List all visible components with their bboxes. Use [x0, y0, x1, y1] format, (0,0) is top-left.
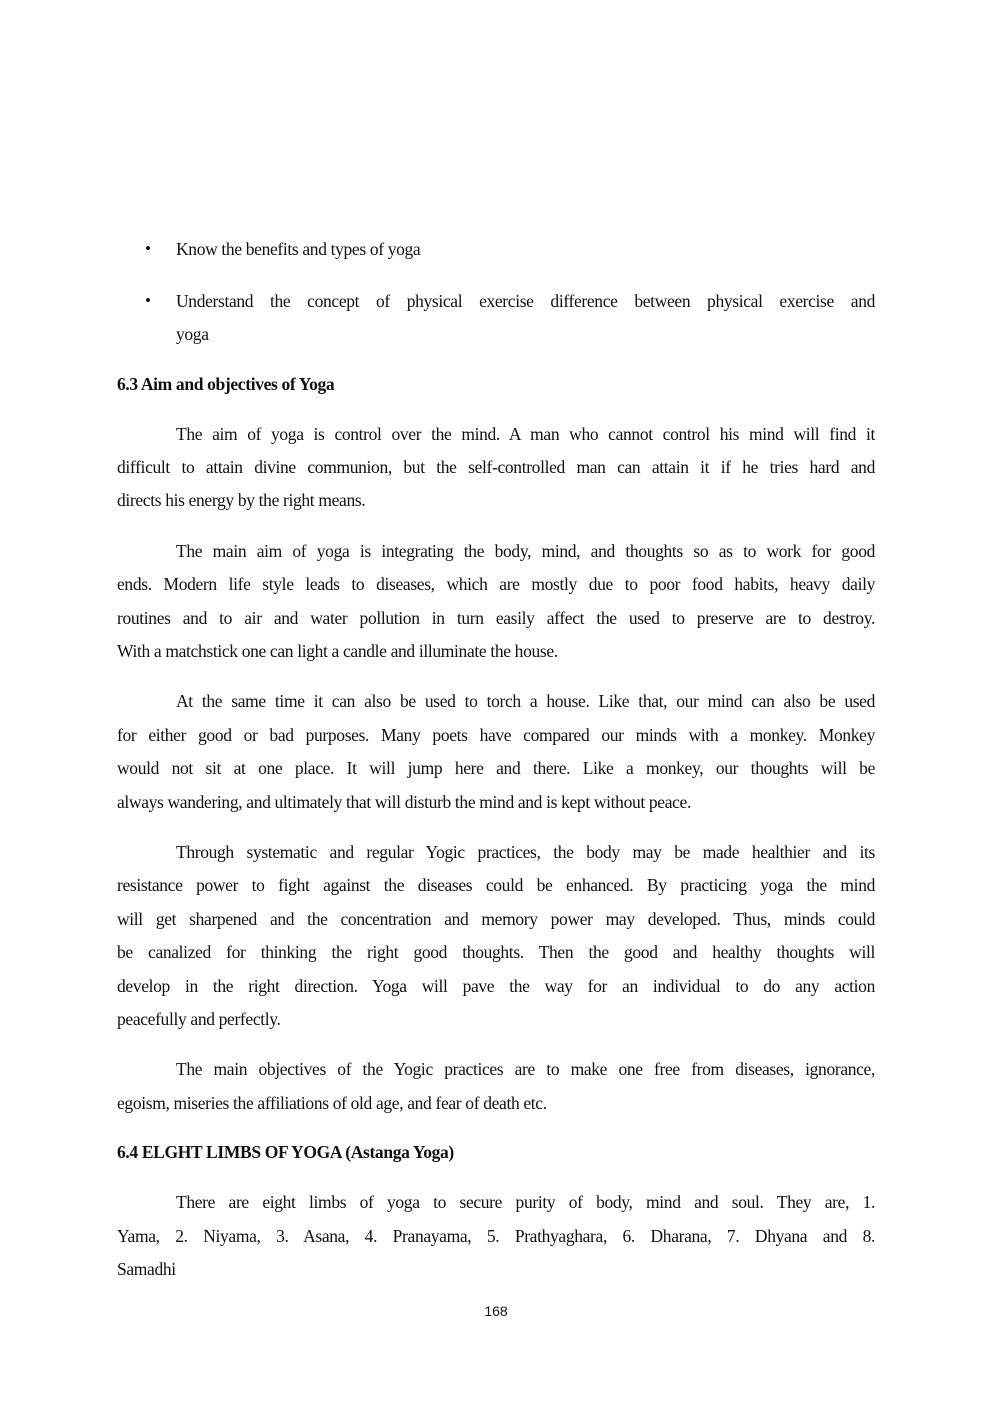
paragraph-line: ends. Modern life style leads to diseases, which are mostly due to poor food habits, heavy daily	[117, 574, 875, 594]
bullet-icon: •	[145, 291, 151, 310]
paragraph-line: Through systematic and regular Yogic practices, the body may be made healthier and its	[176, 842, 875, 862]
paragraph-line: egoism, miseries the affiliations of old age, and fear of death etc.	[117, 1093, 547, 1113]
section-heading: 6.4 ELGHT LIMBS OF YOGA (Astanga Yoga)	[117, 1142, 454, 1162]
paragraph-line: Samadhi	[117, 1259, 176, 1279]
paragraph-line: difficult to attain divine communion, but the self-controlled man can attain it if he tries hard and	[117, 457, 875, 477]
paragraph-line: will get sharpened and the concentration and memory power may developed. Thus, minds could	[117, 909, 875, 929]
paragraph-line: The main aim of yoga is integrating the body, mind, and thoughts so as to work for good	[176, 541, 875, 561]
bullet-icon: •	[145, 239, 151, 258]
paragraph-line: At the same time it can also be used to torch a house. Like that, our mind can also be used	[176, 691, 875, 711]
paragraph-line: With a matchstick one can light a candle and illuminate the house.	[117, 641, 558, 661]
bullet-item-line: Understand the concept of physical exercise difference between physical exercise and	[176, 291, 875, 311]
paragraph-line: always wandering, and ultimately that will disturb the mind and is kept without peace.	[117, 792, 692, 812]
paragraph-line: for either good or bad purposes. Many poets have compared our minds with a monkey. Monkey	[117, 725, 875, 745]
paragraph-line: resistance power to fight against the diseases could be enhanced. By practicing yoga the mind	[117, 875, 875, 895]
paragraph-line: directs his energy by the right means.	[117, 490, 366, 510]
page-number: 168	[484, 1303, 508, 1319]
paragraph-line: routines and to air and water pollution in turn easily affect the used to preserve are to destroy.	[117, 608, 875, 628]
paragraph-line: develop in the right direction. Yoga will pave the way for an individual to do any action	[117, 976, 875, 996]
bullet-item-line: yoga	[176, 324, 209, 344]
paragraph-line: There are eight limbs of yoga to secure purity of body, mind and soul. They are, 1.	[176, 1192, 875, 1212]
paragraph-line: The aim of yoga is control over the mind. A man who cannot control his mind will find it	[176, 424, 875, 444]
bullet-item-line: Know the benefits and types of yoga	[176, 239, 421, 259]
paragraph-line: peacefully and perfectly.	[117, 1009, 281, 1029]
paragraph-line: The main objectives of the Yogic practices are to make one free from diseases, ignorance,	[176, 1059, 875, 1079]
section-heading: 6.3 Aim and objectives of Yoga	[117, 374, 335, 394]
paragraph-line: be canalized for thinking the right good thoughts. Then the good and healthy thoughts will	[117, 942, 875, 962]
paragraph-line: would not sit at one place. It will jump here and there. Like a monkey, our thoughts will be	[117, 758, 875, 778]
paragraph-line: Yama, 2. Niyama, 3. Asana, 4. Pranayama, 5. Prathyaghara, 6. Dharana, 7. Dhyana and 8.	[117, 1226, 875, 1246]
